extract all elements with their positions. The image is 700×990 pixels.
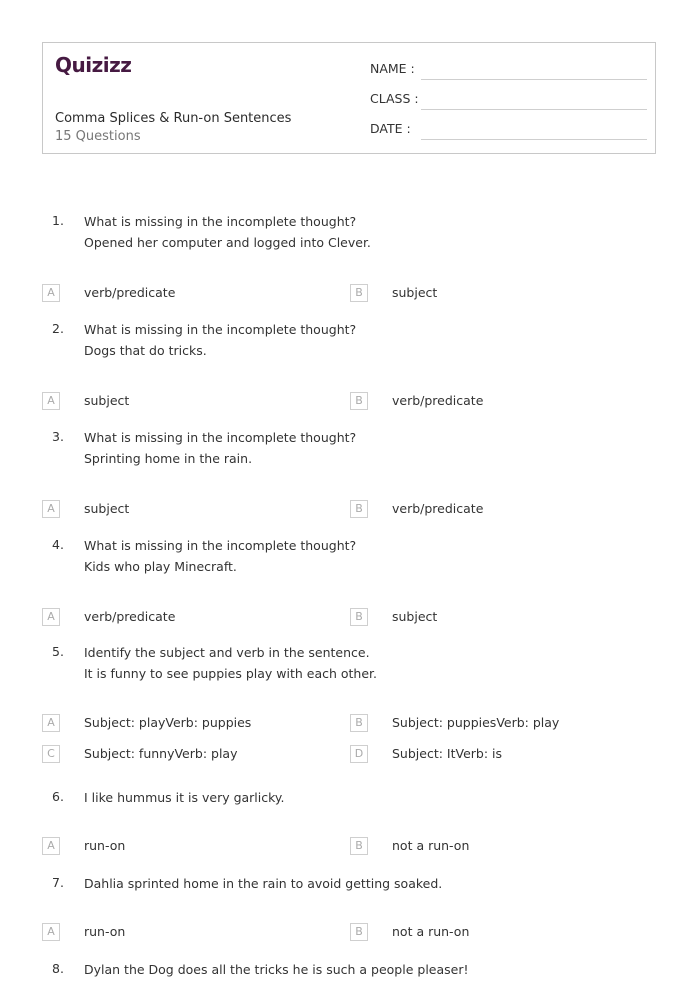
option-text: subject [392, 285, 438, 300]
question-line: Kids who play Minecraft. [84, 559, 237, 574]
question-text [84, 642, 664, 684]
option-text: verb/predicate [392, 501, 484, 516]
option-letter-box: B [350, 837, 368, 855]
option-letter-box: A [42, 923, 60, 941]
question-line: What is missing in the incomplete thought? [84, 430, 357, 445]
question-number: 8. [52, 961, 64, 976]
option-letter-box: C [42, 745, 60, 763]
question-text [84, 319, 664, 361]
option-text: Subject: ItVerb: is [392, 746, 503, 761]
question-text [84, 427, 664, 469]
option-text: verb/predicate [84, 609, 176, 624]
name-label: NAME : [370, 61, 415, 76]
question-number: 5. [52, 644, 64, 659]
option-text: not a run-on [392, 924, 470, 939]
option-text: verb/predicate [392, 393, 484, 408]
option-text: run-on [84, 838, 126, 853]
question-number: 7. [52, 875, 64, 890]
question-line: What is missing in the incomplete thought? [84, 322, 357, 337]
question-number: 1. [52, 213, 64, 228]
option-letter-box: B [350, 284, 368, 302]
option-letter-box: B [350, 392, 368, 410]
question-line: It is funny to see puppies play with each other. [84, 666, 377, 681]
question-text [84, 211, 664, 253]
option-text: subject [84, 501, 130, 516]
quizizz-logo: Quizizz [55, 53, 132, 77]
worksheet-title: Comma Splices & Run-on Sentences [55, 111, 292, 126]
question-count: 15 Questions [55, 129, 141, 144]
option-letter-box: A [42, 500, 60, 518]
question-line: Sprinting home in the rain. [84, 451, 253, 466]
question-number: 6. [52, 789, 64, 804]
question-line: Dahlia sprinted home in the rain to avoid getting soaked. [84, 876, 443, 891]
question-line: Dylan the Dog does all the tricks he is such a people pleaser! [84, 962, 469, 977]
question-text [84, 873, 664, 894]
option-letter-box: B [350, 500, 368, 518]
option-text: Subject: puppiesVerb: play [392, 715, 560, 730]
option-text: Subject: playVerb: puppies [84, 715, 252, 730]
question-number: 4. [52, 537, 64, 552]
option-letter-box: A [42, 392, 60, 410]
question-line: Dogs that do tricks. [84, 343, 207, 358]
question-text [84, 535, 664, 577]
question-line: What is missing in the incomplete thought? [84, 538, 357, 553]
class-field[interactable] [421, 109, 647, 110]
question-line: Opened her computer and logged into Clever. [84, 235, 371, 250]
option-text: run-on [84, 924, 126, 939]
question-number: 3. [52, 429, 64, 444]
option-text: subject [392, 609, 438, 624]
option-text: subject [84, 393, 130, 408]
name-field[interactable] [421, 79, 647, 80]
option-letter-box: A [42, 608, 60, 626]
worksheet-header [42, 42, 656, 154]
option-letter-box: B [350, 608, 368, 626]
class-label: CLASS : [370, 91, 419, 106]
question-line: What is missing in the incomplete thought? [84, 214, 357, 229]
date-label: DATE : [370, 121, 411, 136]
option-letter-box: A [42, 714, 60, 732]
question-number: 2. [52, 321, 64, 336]
question-line: I like hummus it is very garlicky. [84, 790, 285, 805]
option-letter-box: A [42, 837, 60, 855]
option-text: verb/predicate [84, 285, 176, 300]
option-letter-box: D [350, 745, 368, 763]
question-line: Identify the subject and verb in the sentence. [84, 645, 370, 660]
date-field[interactable] [421, 139, 647, 140]
question-text [84, 959, 664, 980]
option-text: Subject: funnyVerb: play [84, 746, 238, 761]
option-letter-box: A [42, 284, 60, 302]
option-letter-box: B [350, 923, 368, 941]
question-text [84, 787, 664, 808]
option-letter-box: B [350, 714, 368, 732]
option-text: not a run-on [392, 838, 470, 853]
